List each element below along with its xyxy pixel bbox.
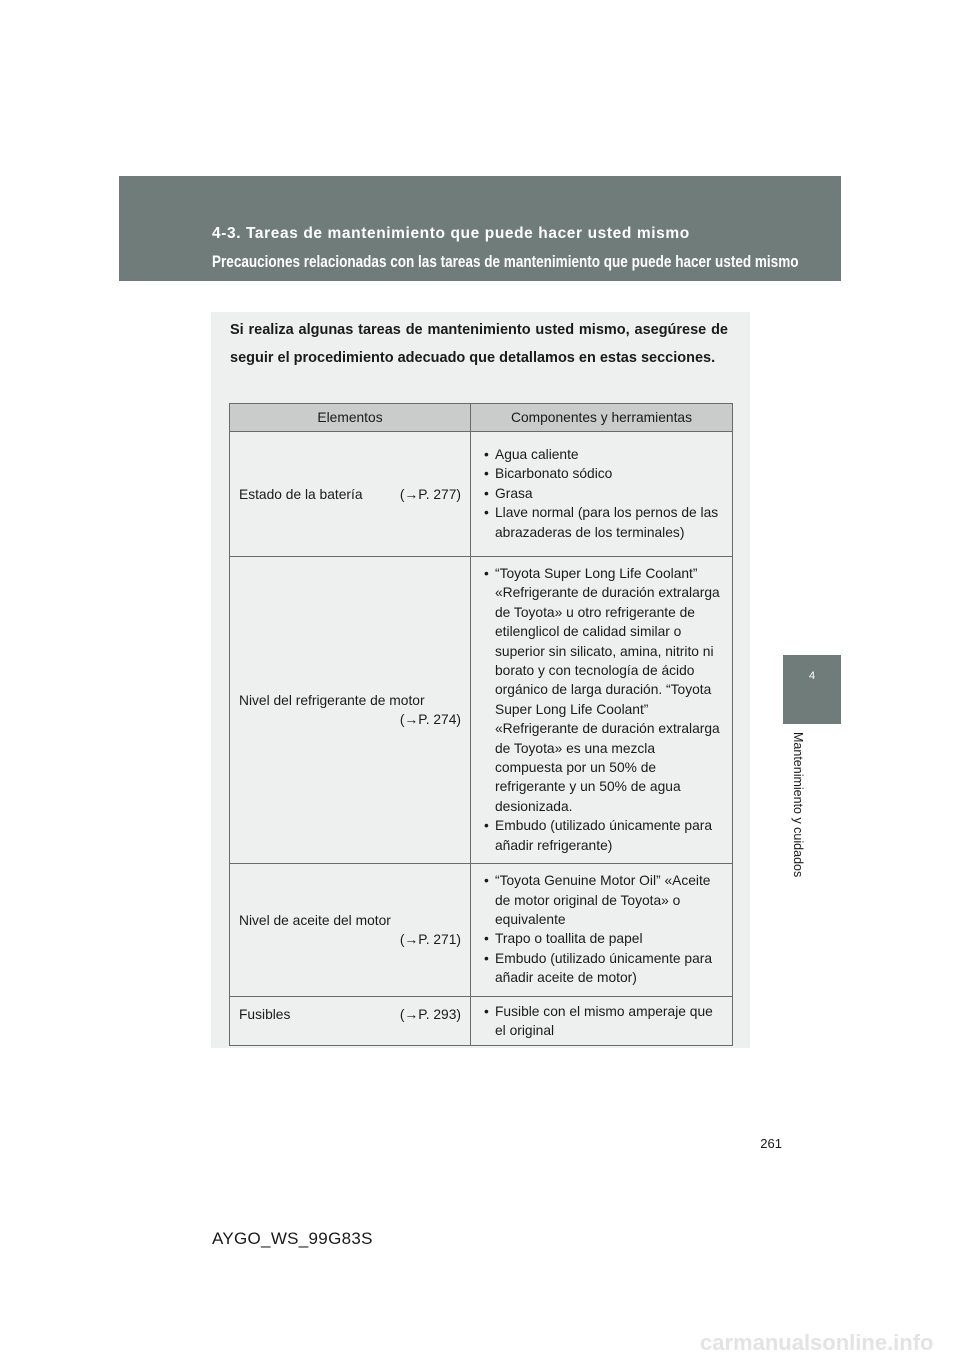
list-item: • Llave normal (para los pernos de las abrazaderas de los terminales) (485, 503, 726, 542)
tools-cell (471, 557, 733, 864)
document-code: AYGO_WS_99G83S (212, 1229, 373, 1248)
list-item: • Fusible con el mismo amperaje que el original (485, 1002, 726, 1041)
list-item: • Agua caliente (485, 445, 726, 464)
item-name: Estado de la batería (239, 486, 363, 502)
page-reference-link[interactable]: (→P. 293) (399, 1006, 461, 1022)
table-header-row (230, 404, 733, 432)
chapter-label: Mantenimiento y cuidados (791, 732, 805, 878)
list-item: • “Toyota Super Long Life Coolant” «Refrigerante de duración extralarga de Toyota» u otro refrigerante de etilenglicol de calidad similar o superior sin silicato, amina, nitrito ni borato y con tecnología de ácido orgánico de larga duración. “Toyota Super Long Life Coolant” «Refrigerante de duración extralarga de Toyota» es una mezcla compuesta por un 50% de refrigerante y un 50% de agua desionizada. (485, 564, 726, 816)
item-name: Fusibles (239, 1006, 291, 1022)
item-name: Nivel de aceite del motor (239, 912, 391, 928)
list-item: • Embudo (utilizado únicamente para añadir refrigerante) (485, 816, 726, 855)
item-cell (230, 996, 471, 1046)
item-cell (230, 432, 471, 557)
tools-list (485, 564, 726, 855)
page-heading: Precauciones relacionadas con las tareas de mantenimiento que puede hacer usted mismo (212, 253, 799, 271)
tools-list (485, 871, 726, 987)
table-row (230, 996, 733, 1046)
column-header-items: Elementos (230, 404, 471, 432)
tools-list (485, 1002, 726, 1041)
list-item: • Bicarbonato sódico (485, 464, 726, 483)
table-row (230, 557, 733, 864)
tools-cell (471, 996, 733, 1046)
list-item: • “Toyota Genuine Motor Oil” «Aceite de motor original de Toyota» o equivalente (485, 871, 726, 929)
chapter-number: 4 (808, 670, 816, 682)
list-item: • Trapo o toallita de papel (485, 929, 726, 948)
tools-cell (471, 864, 733, 996)
item-cell (230, 864, 471, 996)
list-item: • Embudo (utilizado únicamente para añadir aceite de motor) (485, 949, 726, 988)
item-name: Nivel del refrigerante de motor (239, 693, 425, 709)
section-title: 4-3. Tareas de mantenimiento que puede hacer usted mismo (212, 225, 690, 242)
list-item: • Grasa (485, 484, 726, 503)
page-reference-link[interactable]: (→P. 277) (399, 486, 461, 502)
chapter-tab[interactable] (783, 655, 841, 724)
item-cell (230, 557, 471, 864)
page-reference-link[interactable]: (→P. 271) (399, 931, 461, 947)
intro-paragraph: Si realiza algunas tareas de mantenimiento usted mismo, asegúrese de seguir el procedimiento adecuado que detallamos en estas secciones. (230, 322, 728, 366)
tools-list (485, 445, 726, 542)
maintenance-items-table (229, 403, 733, 1046)
page-reference-link[interactable]: (→P. 274) (399, 712, 461, 728)
page-number: 261 (760, 1136, 782, 1151)
tools-cell (471, 432, 733, 557)
table-row (230, 864, 733, 996)
table-row (230, 432, 733, 557)
site-watermark: carmanualsonline.info (700, 1330, 934, 1355)
column-header-tools: Componentes y herramientas (471, 404, 733, 432)
